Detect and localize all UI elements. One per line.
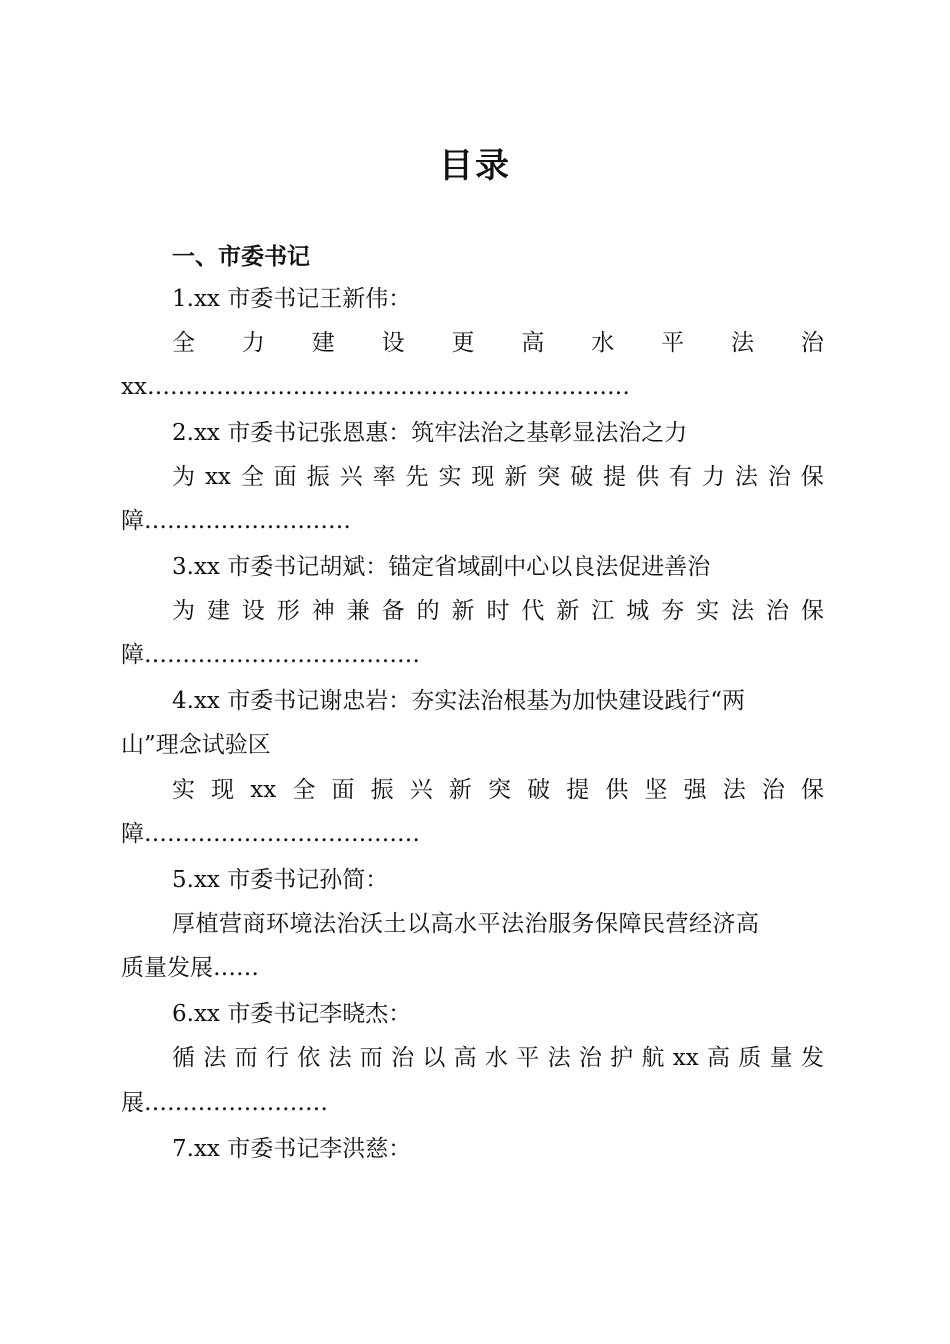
subtitle-glyph: 强 [683, 777, 707, 803]
toc-entry-5-subtitle-end[interactable]: 质量发展…… [121, 955, 259, 981]
subtitle-glyph: 治 [765, 598, 789, 624]
subtitle-glyph: 有 [669, 464, 693, 490]
subtitle-glyph: xx [672, 1045, 699, 1071]
subtitle-glyph: 建 [206, 598, 230, 624]
section-heading: 一、市委书记 [172, 244, 310, 270]
subtitle-glyph: 力 [241, 330, 265, 356]
subtitle-glyph: 新 [556, 598, 580, 624]
subtitle-glyph: 实 [438, 464, 462, 490]
subtitle-glyph: 治 [767, 464, 791, 490]
toc-entry-7-heading[interactable]: 7.xx 市委书记李洪慈： [172, 1136, 412, 1162]
subtitle-glyph: 保 [800, 464, 824, 490]
toc-entry-2-heading[interactable]: 2.xx 市委书记张恩惠：筑牢法治之基彰显法治之力 [172, 420, 688, 446]
subtitle-glyph: 建 [311, 330, 335, 356]
subtitle-glyph: 治 [391, 1045, 415, 1071]
subtitle-glyph: 法 [731, 330, 754, 356]
toc-entry-4-subtitle[interactable] [172, 775, 824, 805]
subtitle-glyph: 振 [370, 777, 394, 803]
subtitle-glyph: 而 [234, 1045, 258, 1071]
toc-entry-1-subtitle[interactable] [172, 328, 824, 358]
subtitle-glyph: 高 [521, 330, 545, 356]
subtitle-glyph: 质 [738, 1045, 762, 1071]
subtitle-glyph: 现 [471, 464, 495, 490]
subtitle-glyph: 江 [591, 598, 615, 624]
subtitle-glyph: 兴 [339, 464, 363, 490]
subtitle-glyph: 全 [292, 777, 316, 803]
subtitle-glyph: 护 [610, 1045, 634, 1071]
subtitle-glyph: 先 [405, 464, 429, 490]
subtitle-glyph: 新 [451, 598, 475, 624]
subtitle-glyph: 兼 [346, 598, 370, 624]
subtitle-glyph: 率 [372, 464, 396, 490]
toc-entry-4-heading[interactable]: 4.xx 市委书记谢忠岩：夯实法治根基为加快建设践行“两 [172, 688, 745, 714]
toc-entry-5-subtitle[interactable]: 厚植营商环境法治沃土以高水平法治服务保障民营经济高 [172, 911, 760, 937]
subtitle-glyph: xx [250, 777, 277, 803]
subtitle-glyph: 依 [297, 1045, 321, 1071]
subtitle-glyph: 神 [311, 598, 335, 624]
subtitle-glyph: 而 [359, 1045, 383, 1071]
subtitle-glyph: 法 [731, 598, 754, 624]
subtitle-glyph: 保 [800, 598, 824, 624]
subtitle-glyph: 新 [448, 777, 472, 803]
subtitle-glyph: 突 [537, 464, 561, 490]
subtitle-glyph: 法 [734, 464, 758, 490]
subtitle-glyph: 设 [381, 330, 405, 356]
subtitle-glyph: 水 [484, 1045, 508, 1071]
subtitle-glyph: 坚 [644, 777, 668, 803]
subtitle-glyph: 治 [800, 330, 824, 356]
subtitle-glyph: 面 [273, 464, 297, 490]
subtitle-glyph: 为 [172, 464, 195, 490]
subtitle-glyph: 法 [722, 777, 746, 803]
subtitle-glyph: 突 [487, 777, 511, 803]
toc-entry-6-subtitle-end[interactable]: 展…………………… [121, 1090, 328, 1116]
subtitle-glyph: 夯 [661, 598, 685, 624]
subtitle-glyph: 治 [761, 777, 785, 803]
subtitle-glyph: 更 [451, 330, 475, 356]
subtitle-glyph: 振 [306, 464, 330, 490]
subtitle-glyph: 新 [504, 464, 528, 490]
subtitle-glyph: 水 [591, 330, 615, 356]
subtitle-glyph: 城 [626, 598, 650, 624]
toc-entry-1-heading[interactable]: 1.xx 市委书记王新伟： [172, 286, 412, 312]
subtitle-glyph: 供 [605, 777, 629, 803]
subtitle-glyph: 为 [172, 598, 195, 624]
subtitle-glyph: 时 [486, 598, 510, 624]
toc-entry-1-subtitle-end[interactable]: xx……………………………………………………… [121, 374, 630, 400]
subtitle-glyph: 法 [203, 1045, 227, 1071]
subtitle-glyph: 设 [241, 598, 265, 624]
subtitle-glyph: 高 [707, 1045, 730, 1071]
subtitle-glyph: 保 [800, 777, 824, 803]
subtitle-glyph: 航 [641, 1045, 665, 1071]
subtitle-glyph: 发 [800, 1045, 824, 1071]
subtitle-glyph: 的 [416, 598, 440, 624]
toc-entry-3-heading[interactable]: 3.xx 市委书记胡斌：锚定省域副中心以良法促进善治 [172, 554, 711, 580]
toc-entry-3-subtitle[interactable] [172, 596, 824, 626]
subtitle-glyph: 全 [172, 330, 195, 356]
page-title: 目录 [439, 146, 511, 186]
toc-entry-4-subtitle-end[interactable]: 障……………………………… [121, 821, 420, 847]
subtitle-glyph: 提 [566, 777, 590, 803]
subtitle-glyph: 行 [265, 1045, 289, 1071]
subtitle-glyph: 面 [331, 777, 355, 803]
subtitle-glyph: 破 [570, 464, 594, 490]
toc-entry-4-heading-cont[interactable]: 山”理念试验区 [121, 732, 271, 758]
subtitle-glyph: 循 [172, 1045, 195, 1071]
subtitle-glyph: 供 [636, 464, 660, 490]
subtitle-glyph: 法 [547, 1045, 571, 1071]
subtitle-glyph: 平 [516, 1045, 540, 1071]
subtitle-glyph: 破 [527, 777, 551, 803]
subtitle-glyph: xx [204, 464, 231, 490]
toc-entry-6-heading[interactable]: 6.xx 市委书记李晓杰： [172, 1001, 412, 1027]
subtitle-glyph: 实 [696, 598, 720, 624]
subtitle-glyph: 法 [328, 1045, 352, 1071]
subtitle-glyph: 力 [701, 464, 725, 490]
subtitle-glyph: 平 [661, 330, 685, 356]
subtitle-glyph: 代 [521, 598, 545, 624]
toc-entry-3-subtitle-end[interactable]: 障……………………………… [121, 642, 420, 668]
subtitle-glyph: 备 [381, 598, 405, 624]
toc-entry-2-subtitle[interactable] [172, 462, 824, 492]
subtitle-glyph: 兴 [409, 777, 433, 803]
subtitle-glyph: 形 [276, 598, 300, 624]
subtitle-glyph: 提 [603, 464, 627, 490]
subtitle-glyph: 高 [453, 1045, 477, 1071]
subtitle-glyph: 治 [578, 1045, 602, 1071]
subtitle-glyph: 量 [769, 1045, 793, 1071]
toc-entry-5-heading[interactable]: 5.xx 市委书记孙简： [172, 867, 389, 893]
subtitle-glyph: 以 [422, 1045, 446, 1071]
toc-entry-2-subtitle-end[interactable]: 障……………………… [121, 508, 351, 534]
subtitle-glyph: 实 [172, 777, 195, 803]
toc-entry-6-subtitle[interactable] [172, 1043, 824, 1073]
subtitle-glyph: 全 [240, 464, 264, 490]
subtitle-glyph: 现 [211, 777, 235, 803]
